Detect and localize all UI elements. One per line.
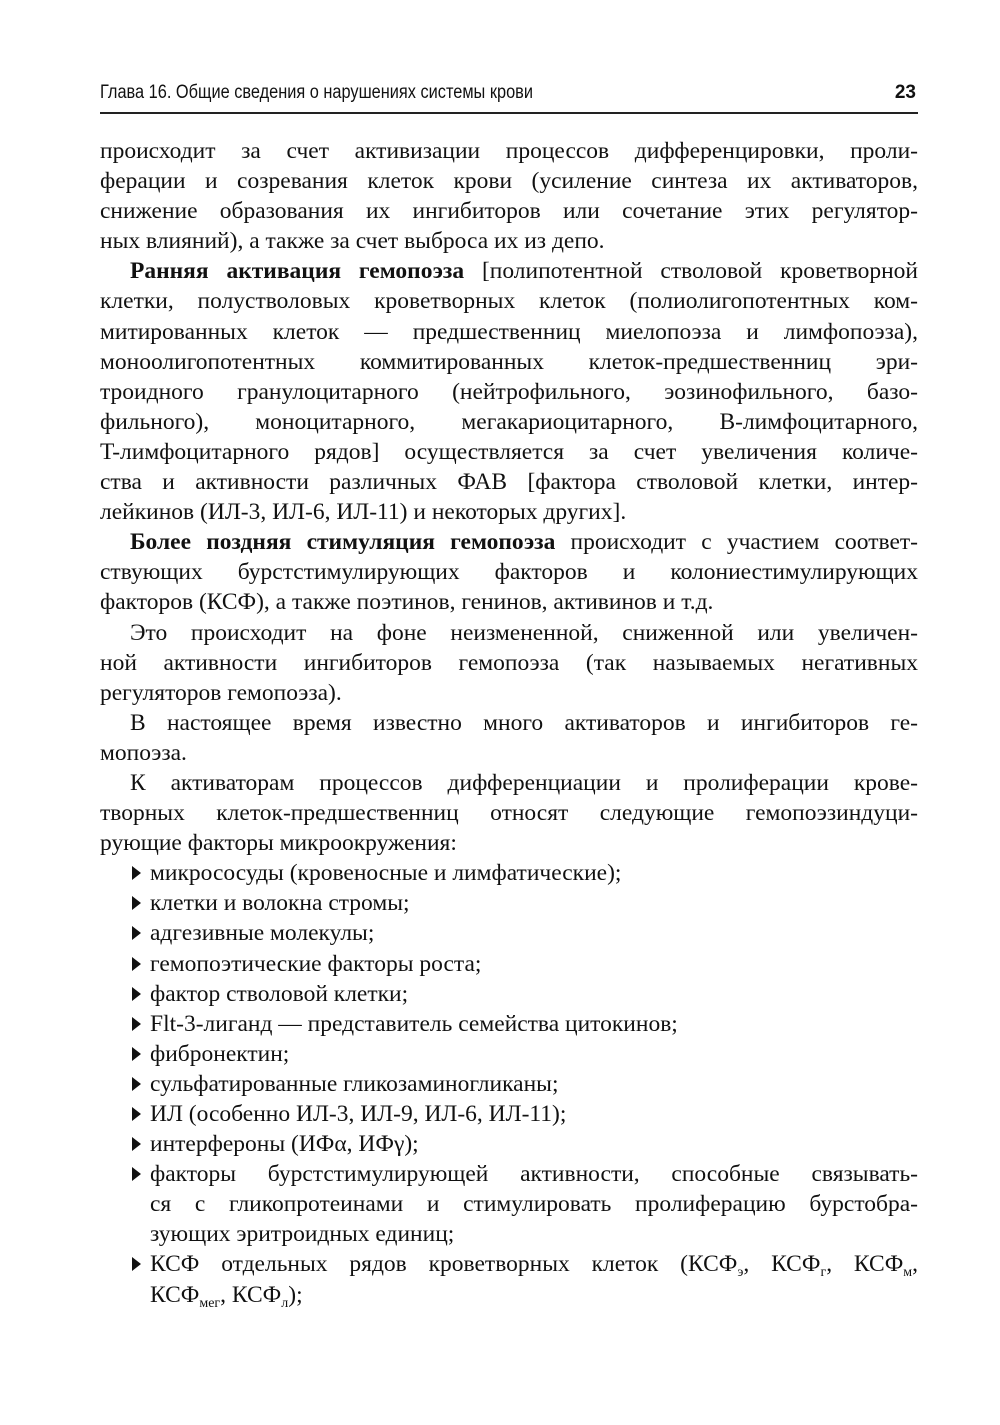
text-line: происходит за счет активизации процессов дифференцировки, проли- <box>100 138 918 164</box>
text-segment: [полипотентной стволовой кроветворной <box>464 258 918 285</box>
bullet-text <box>150 1251 918 1281</box>
text-line: моноолигопотентных коммитированных клеток-предшественниц эри- <box>100 348 918 375</box>
paragraph <box>100 708 918 768</box>
bullet-triangle-icon <box>132 926 141 940</box>
text-segment: , КСФ <box>220 1281 282 1308</box>
subscript: мег <box>199 1295 221 1311</box>
text-segment: ); <box>288 1281 303 1308</box>
list-item <box>100 888 918 918</box>
text-line: троидного гранулоцитарного (нейтрофильного, эозинофильного, базо- <box>100 378 918 405</box>
paragraph <box>100 527 918 617</box>
text-line: T-лимфоцитарного рядов] осуществляется за счет увеличения количе- <box>100 438 918 465</box>
list-item <box>100 1069 918 1099</box>
text-line: ферации и созревания клеток крови (усиление синтеза их активаторов, <box>100 168 918 195</box>
list-item <box>100 1099 918 1129</box>
bullet-text: сульфатированные гликозаминогликаны; <box>150 1070 559 1097</box>
subscript: г <box>820 1265 827 1281</box>
text-line <box>100 858 918 888</box>
text-segment: , КСФ <box>826 1251 904 1278</box>
bullet-triangle-icon <box>132 896 141 910</box>
text-segment: КСФ <box>150 1281 200 1308</box>
text-line <box>100 1099 918 1129</box>
list-item <box>100 1009 918 1039</box>
text-segment: КСФ отдельных рядов кроветворных клеток (КСФ <box>150 1251 738 1278</box>
text-line <box>100 1039 918 1069</box>
paragraph <box>100 618 918 708</box>
text-line: мопоэза. <box>100 739 187 766</box>
text-line <box>100 256 918 286</box>
text-line <box>100 949 918 979</box>
bullet-text: гемопоэтические факторы роста; <box>150 950 482 977</box>
subscript: м <box>903 1265 913 1281</box>
bullet-text: факторы бурстстимулирующей активности, способные связывать- <box>150 1161 918 1188</box>
text-line <box>100 1159 918 1189</box>
bullet-triangle-icon <box>132 1047 141 1061</box>
bullet-text: адгезивные молекулы; <box>150 920 375 947</box>
text-line: ной активности ингибиторов гемопоэза (так называемых негативных <box>100 649 918 676</box>
bullet-triangle-icon <box>132 1017 141 1031</box>
text-line: лейкинов (ИЛ-3, ИЛ-6, ИЛ-11) и некоторых других]. <box>100 499 627 526</box>
bullet-text <box>150 1281 303 1311</box>
text-line: регуляторов гемопоэза). <box>100 679 342 706</box>
list-item <box>100 918 918 948</box>
list-item <box>100 1249 918 1309</box>
text-line <box>100 527 918 557</box>
text-line: ства и активности различных ФАВ [фактора стволовой клетки, интер- <box>100 469 918 496</box>
text-line: ствующих бурстстимулирующих факторов и колониестимулирующих <box>100 559 918 586</box>
bullet-text: ся с гликопротеинами и стимулировать пролиферацию бурстобра- <box>150 1191 918 1218</box>
bullet-text: интерфероны (ИФα, ИФγ); <box>150 1131 419 1158</box>
running-header <box>100 80 918 114</box>
list-item <box>100 1039 918 1069</box>
bold-term: Более поздняя стимуляция гемопоэза <box>130 529 556 556</box>
text-line <box>100 1219 918 1249</box>
page-number: 23 <box>894 82 916 103</box>
page-body <box>100 136 918 1310</box>
list-item <box>100 858 918 888</box>
text-line: ных влияний), а также за счет выброса их из депо. <box>100 228 605 255</box>
text-segment: , <box>912 1251 918 1278</box>
text-line <box>100 1189 918 1219</box>
text-line <box>100 918 918 948</box>
bullet-triangle-icon <box>132 1077 141 1091</box>
bullet-triangle-icon <box>132 1257 141 1271</box>
text-segment: происходит с участием соответ- <box>555 529 918 556</box>
list-item <box>100 1129 918 1159</box>
text-line: рующие факторы микроокружения: <box>100 830 457 857</box>
text-line: К активаторам процессов дифференциации и пролиферации крове- <box>130 769 918 796</box>
bullet-triangle-icon <box>132 1137 141 1151</box>
text-line <box>100 1009 918 1039</box>
subscript: э <box>737 1265 744 1281</box>
chapter-title: Глава 16. Общие сведения о нарушениях системы крови <box>100 82 533 103</box>
text-line: факторов (КСФ), а также поэтинов, генинов, активинов и т.д. <box>100 589 714 616</box>
text-line: снижение образования их ингибиторов или сочетание этих регулятор- <box>100 198 918 225</box>
list-item <box>100 949 918 979</box>
bullet-text: зующих эритроидных единиц; <box>150 1221 455 1248</box>
bold-term: Ранняя активация гемопоэза <box>130 258 465 285</box>
text-line: творных клеток-предшественниц относят следующие гемопоэзиндуци- <box>100 800 918 827</box>
text-line <box>100 888 918 918</box>
subscript: л <box>281 1295 289 1311</box>
text-line <box>100 1249 918 1279</box>
text-line <box>100 1280 918 1310</box>
bullet-text: клетки и волокна стромы; <box>150 890 410 917</box>
text-line: митированных клеток — предшественниц миелопоэза и лимфопоэза), <box>100 318 918 345</box>
text-segment: , КСФ <box>743 1251 821 1278</box>
bullet-text: фибронектин; <box>150 1040 290 1067</box>
paragraph <box>100 768 918 858</box>
bullet-text: Flt-3-лиганд — представитель семейства цитокинов; <box>150 1010 678 1037</box>
list-item <box>100 979 918 1009</box>
bullet-triangle-icon <box>132 987 141 1001</box>
bullet-list <box>100 858 918 1309</box>
bullet-triangle-icon <box>132 866 141 880</box>
paragraph <box>100 256 918 527</box>
paragraph <box>100 136 918 256</box>
bullet-triangle-icon <box>132 1107 141 1121</box>
bullet-triangle-icon <box>132 1167 141 1181</box>
text-line: клетки, полустволовых кроветворных клеток (полиолигопотентных ком- <box>100 288 918 315</box>
text-line <box>100 979 918 1009</box>
text-line: В настоящее время известно много активаторов и ингибиторов ге- <box>130 709 918 736</box>
text-line: фильного), моноцитарного, мегакариоцитарного, B-лимфоцитарного, <box>100 408 918 435</box>
text-line <box>100 1129 918 1159</box>
bullet-text: фактор стволовой клетки; <box>150 980 409 1007</box>
bullet-triangle-icon <box>132 957 141 971</box>
bullet-text: ИЛ (особенно ИЛ-3, ИЛ-9, ИЛ-6, ИЛ-11); <box>150 1101 567 1127</box>
bullet-text: микрососуды (кровеносные и лимфатические); <box>150 860 622 887</box>
list-item <box>100 1159 918 1249</box>
text-line: Это происходит на фоне неизмененной, сниженной или увеличен- <box>130 619 918 646</box>
text-line <box>100 1069 918 1099</box>
